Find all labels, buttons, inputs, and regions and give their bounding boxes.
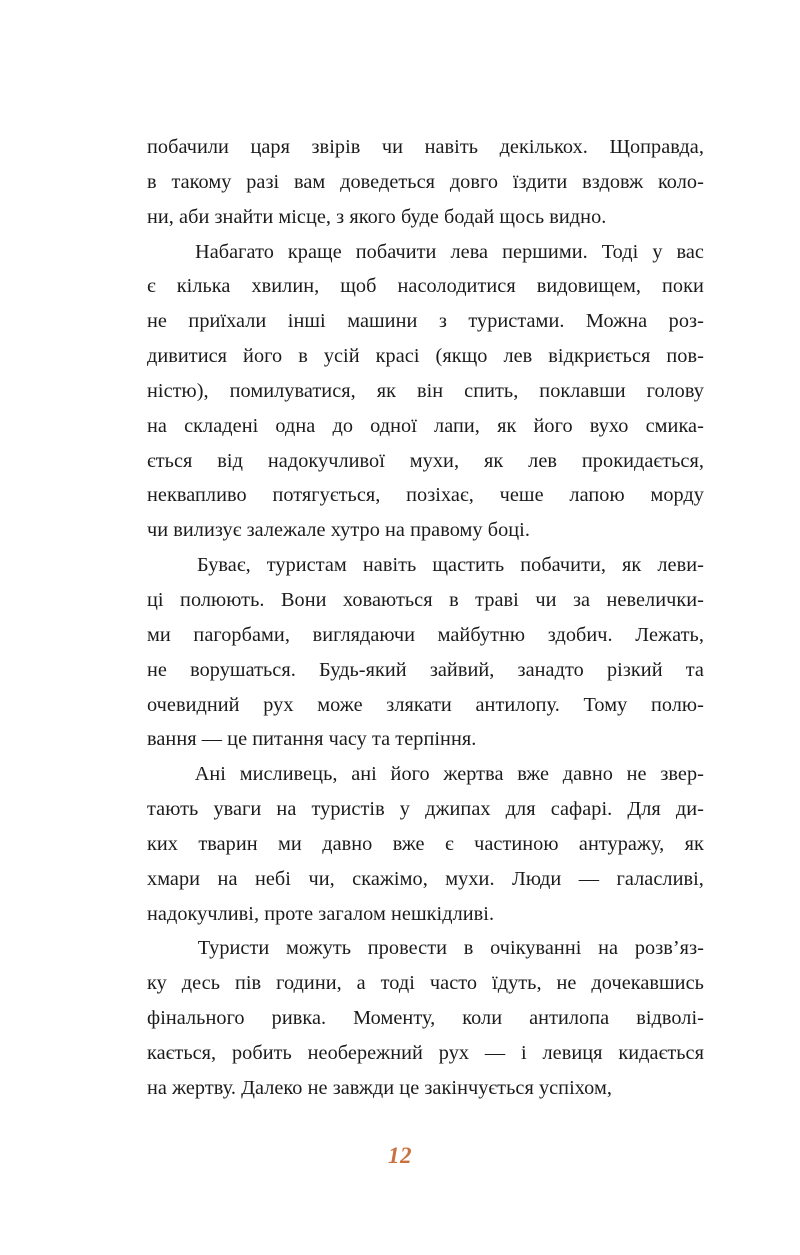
word: пів xyxy=(234,972,262,995)
word: і xyxy=(521,1041,527,1064)
word: здобич. xyxy=(547,623,613,646)
word: вухо xyxy=(589,414,629,437)
word: антуражу, xyxy=(578,832,665,855)
word: вздовж xyxy=(582,170,644,193)
text-line xyxy=(147,583,704,618)
word: необережний xyxy=(307,1041,423,1064)
word: — xyxy=(578,867,600,890)
word: часто xyxy=(429,972,478,995)
word: машини xyxy=(347,310,418,333)
word: туристів xyxy=(311,798,385,821)
word: у xyxy=(652,240,663,263)
word: для xyxy=(505,798,536,821)
word: на xyxy=(217,867,238,890)
text-line xyxy=(147,1036,704,1071)
word: занадто xyxy=(517,658,584,681)
paragraph-indent xyxy=(147,548,181,583)
word: першими. xyxy=(502,240,588,263)
word: кається, xyxy=(147,1041,217,1064)
word: на xyxy=(276,798,297,821)
text-line: на жертву. Далеко не завжди це закінчується успіхом, xyxy=(147,1076,612,1099)
word: є xyxy=(147,275,156,298)
word: чи xyxy=(535,588,557,611)
word: як xyxy=(376,379,397,402)
word: виглядаючи xyxy=(312,623,415,646)
word: дочекавшись xyxy=(591,972,704,995)
word: помилуватися, xyxy=(229,379,356,402)
word: кілька xyxy=(176,275,231,298)
text-line xyxy=(147,548,704,583)
text-line xyxy=(147,1001,704,1036)
word: лев xyxy=(528,449,558,472)
word: ці xyxy=(147,588,164,611)
word: в xyxy=(298,345,308,368)
paragraph-indent xyxy=(147,757,181,792)
word: приїхали xyxy=(188,310,267,333)
word: лапою xyxy=(569,484,625,507)
word: як xyxy=(684,832,704,855)
word: траві xyxy=(475,588,519,611)
word: його xyxy=(243,345,283,368)
word: зайвий, xyxy=(429,658,495,681)
word: (якщо xyxy=(435,345,488,368)
word: туристам xyxy=(266,554,347,577)
word: відволі- xyxy=(636,1007,704,1030)
word: мисливець, xyxy=(239,763,338,786)
text-line xyxy=(147,827,704,862)
text-line xyxy=(147,339,704,374)
word: години, xyxy=(276,972,342,995)
word: Туристи xyxy=(197,937,270,960)
word: вас xyxy=(676,240,704,263)
text-line xyxy=(147,931,704,966)
word: в xyxy=(463,937,474,960)
word: очевидний xyxy=(147,693,240,716)
word: полю- xyxy=(650,693,704,716)
text-line xyxy=(147,304,704,339)
word: щоб xyxy=(340,275,377,298)
word: ку xyxy=(147,972,167,995)
text-line xyxy=(147,374,704,409)
word: Будь-який xyxy=(319,658,407,681)
word: складені xyxy=(184,414,259,437)
word: тають xyxy=(147,798,199,821)
text-line xyxy=(147,757,704,792)
word: не xyxy=(147,658,167,681)
word: давно xyxy=(562,763,613,786)
word: Лежать, xyxy=(635,623,704,646)
text-line xyxy=(147,862,704,897)
word: ється xyxy=(147,449,193,472)
word: голову xyxy=(646,379,704,402)
word: краще xyxy=(287,240,342,263)
paragraph xyxy=(147,130,704,235)
word: насолодитися xyxy=(397,275,516,298)
word: поклавши xyxy=(539,379,626,402)
word: та xyxy=(685,658,704,681)
text-line xyxy=(147,792,704,827)
text-line: вання — це питання часу та терпіння. xyxy=(147,728,477,751)
text-line xyxy=(147,444,704,479)
word: чеше xyxy=(499,484,544,507)
word: Моменту, xyxy=(353,1007,436,1030)
text-line xyxy=(147,165,704,200)
word: Буває, xyxy=(197,554,251,577)
word: як xyxy=(483,449,504,472)
word: антилопу. xyxy=(475,693,560,716)
word: побачили xyxy=(147,136,229,158)
word: чи, xyxy=(308,867,335,890)
paragraph-indent xyxy=(147,235,181,270)
word: роз- xyxy=(668,310,704,333)
word: коло- xyxy=(657,170,704,193)
word: полюють. xyxy=(180,588,265,611)
word: їздити xyxy=(512,170,568,193)
word: частиною xyxy=(474,832,559,855)
word: Щоправда, xyxy=(609,136,704,158)
word: злякати xyxy=(386,693,452,716)
word: надокучливої xyxy=(267,449,385,472)
word: вже xyxy=(392,832,425,855)
word: Тому xyxy=(583,693,628,716)
word: побачити, xyxy=(520,554,607,577)
word: ховаються xyxy=(343,588,433,611)
word: за xyxy=(572,588,591,611)
word: лев xyxy=(503,345,533,368)
word: хмари xyxy=(147,867,201,890)
text-line: надокучливі, проте загалом нешкідливі. xyxy=(147,902,495,925)
word: як xyxy=(622,554,642,577)
word: десь xyxy=(181,972,221,995)
word: відкриється xyxy=(548,345,651,368)
word: леви- xyxy=(657,554,704,577)
word: неквапливо xyxy=(147,484,247,507)
word: вам xyxy=(294,170,326,193)
word: майбутню xyxy=(437,623,526,646)
word: він xyxy=(416,379,444,402)
word: різкий xyxy=(606,658,663,681)
word: кидається xyxy=(618,1041,704,1064)
word: навіть xyxy=(424,136,479,158)
paragraph xyxy=(147,757,704,931)
word: ворушаться. xyxy=(190,658,296,681)
word: Вони xyxy=(280,588,327,611)
word: галасливі, xyxy=(616,867,704,890)
word: Набагато xyxy=(195,240,274,263)
text-line xyxy=(147,269,704,304)
word: доведеться xyxy=(340,170,436,193)
word: його xyxy=(390,763,430,786)
text-line xyxy=(147,653,704,688)
word: побачити xyxy=(355,240,437,263)
word: левиця xyxy=(542,1041,603,1064)
word: спить, xyxy=(464,379,519,402)
text-line xyxy=(147,130,704,165)
text-line xyxy=(147,235,704,270)
word: декількох. xyxy=(499,136,588,158)
word: потягується, xyxy=(272,484,381,507)
word: жертва xyxy=(443,763,504,786)
word: навіть xyxy=(362,554,417,577)
word: не xyxy=(147,310,167,333)
word: тварин xyxy=(198,832,258,855)
word: позіхає, xyxy=(406,484,474,507)
word: одної xyxy=(370,414,417,437)
word: а xyxy=(356,972,366,995)
word: вже xyxy=(517,763,550,786)
word: царя xyxy=(250,136,290,158)
word: його xyxy=(533,414,573,437)
text-line xyxy=(147,688,704,723)
word: робить xyxy=(231,1041,292,1064)
word: Люди xyxy=(512,867,562,890)
word: такому xyxy=(171,170,232,193)
word: мухи. xyxy=(445,867,495,890)
paragraph xyxy=(147,931,704,1105)
word: є xyxy=(444,832,454,855)
word: інші xyxy=(287,310,326,333)
text-line: ни, аби знайти місце, з якого буде бодай щось видно. xyxy=(147,205,607,228)
page-number: 12 xyxy=(388,1143,412,1168)
word: мухи, xyxy=(409,449,460,472)
word: — xyxy=(484,1041,506,1064)
word: видовищем, xyxy=(536,275,642,298)
page-body-text xyxy=(147,130,704,1106)
word: Можна xyxy=(585,310,648,333)
word: поки xyxy=(662,275,704,298)
word: дивитися xyxy=(147,345,228,368)
word: коли xyxy=(462,1007,503,1030)
word: хвилин, xyxy=(251,275,320,298)
word: не xyxy=(556,972,577,995)
word: на xyxy=(147,414,167,437)
text-line xyxy=(147,618,704,653)
word: від xyxy=(217,449,243,472)
word: смика- xyxy=(645,414,704,437)
word: разі xyxy=(246,170,280,193)
word: Для xyxy=(627,798,661,821)
word: ністю), xyxy=(147,379,209,402)
word: довго xyxy=(449,170,499,193)
word: на xyxy=(598,937,619,960)
word: ривка. xyxy=(271,1007,327,1030)
word: ких xyxy=(147,832,178,855)
word: тоді xyxy=(380,972,415,995)
text-line xyxy=(147,409,704,444)
word: не xyxy=(626,763,647,786)
word: в xyxy=(449,588,459,611)
paragraph xyxy=(147,235,704,549)
word: з xyxy=(438,310,447,333)
word: як xyxy=(497,414,517,437)
word: у xyxy=(399,798,410,821)
word: фінального xyxy=(147,1007,245,1030)
word: провести xyxy=(367,937,448,960)
word: красі xyxy=(375,345,420,368)
word: невелички- xyxy=(606,588,704,611)
word: Тоді xyxy=(601,240,639,263)
word: сафарі. xyxy=(550,798,613,821)
word: звірів xyxy=(311,136,361,158)
text-line xyxy=(147,966,704,1001)
word: звер- xyxy=(660,763,704,786)
word: розв’яз- xyxy=(634,937,704,960)
word: пов- xyxy=(666,345,704,368)
word: можуть xyxy=(286,937,352,960)
word: пагорбами, xyxy=(193,623,290,646)
word: очікуванні xyxy=(490,937,582,960)
word: уваги xyxy=(213,798,262,821)
text-line xyxy=(147,478,704,513)
word: рух xyxy=(263,693,294,716)
word: Ані xyxy=(194,763,226,786)
paragraph-indent xyxy=(147,931,181,966)
word: усій xyxy=(323,345,360,368)
word: їдуть, xyxy=(492,972,542,995)
word: ані xyxy=(351,763,377,786)
word: прокидається, xyxy=(581,449,704,472)
word: давно xyxy=(322,832,373,855)
word: скажімо, xyxy=(352,867,428,890)
word: рух xyxy=(438,1041,470,1064)
word: антилопа xyxy=(529,1007,610,1030)
word: щастить xyxy=(432,554,505,577)
word: одна xyxy=(275,414,316,437)
word: до xyxy=(332,414,354,437)
word: джипах xyxy=(425,798,491,821)
paragraph xyxy=(147,548,704,757)
text-line: чи вилизує залежале хутро на правому боці. xyxy=(147,519,530,542)
word: може xyxy=(317,693,363,716)
word: морду xyxy=(650,484,704,507)
word: в xyxy=(147,170,157,193)
word: небі xyxy=(254,867,291,890)
word: лапи, xyxy=(434,414,480,437)
word: лева xyxy=(450,240,489,263)
word: ди- xyxy=(675,798,704,821)
word: чи xyxy=(381,136,404,158)
word: ми xyxy=(278,832,302,855)
word: туристами. xyxy=(468,310,565,333)
word: ми xyxy=(147,623,171,646)
